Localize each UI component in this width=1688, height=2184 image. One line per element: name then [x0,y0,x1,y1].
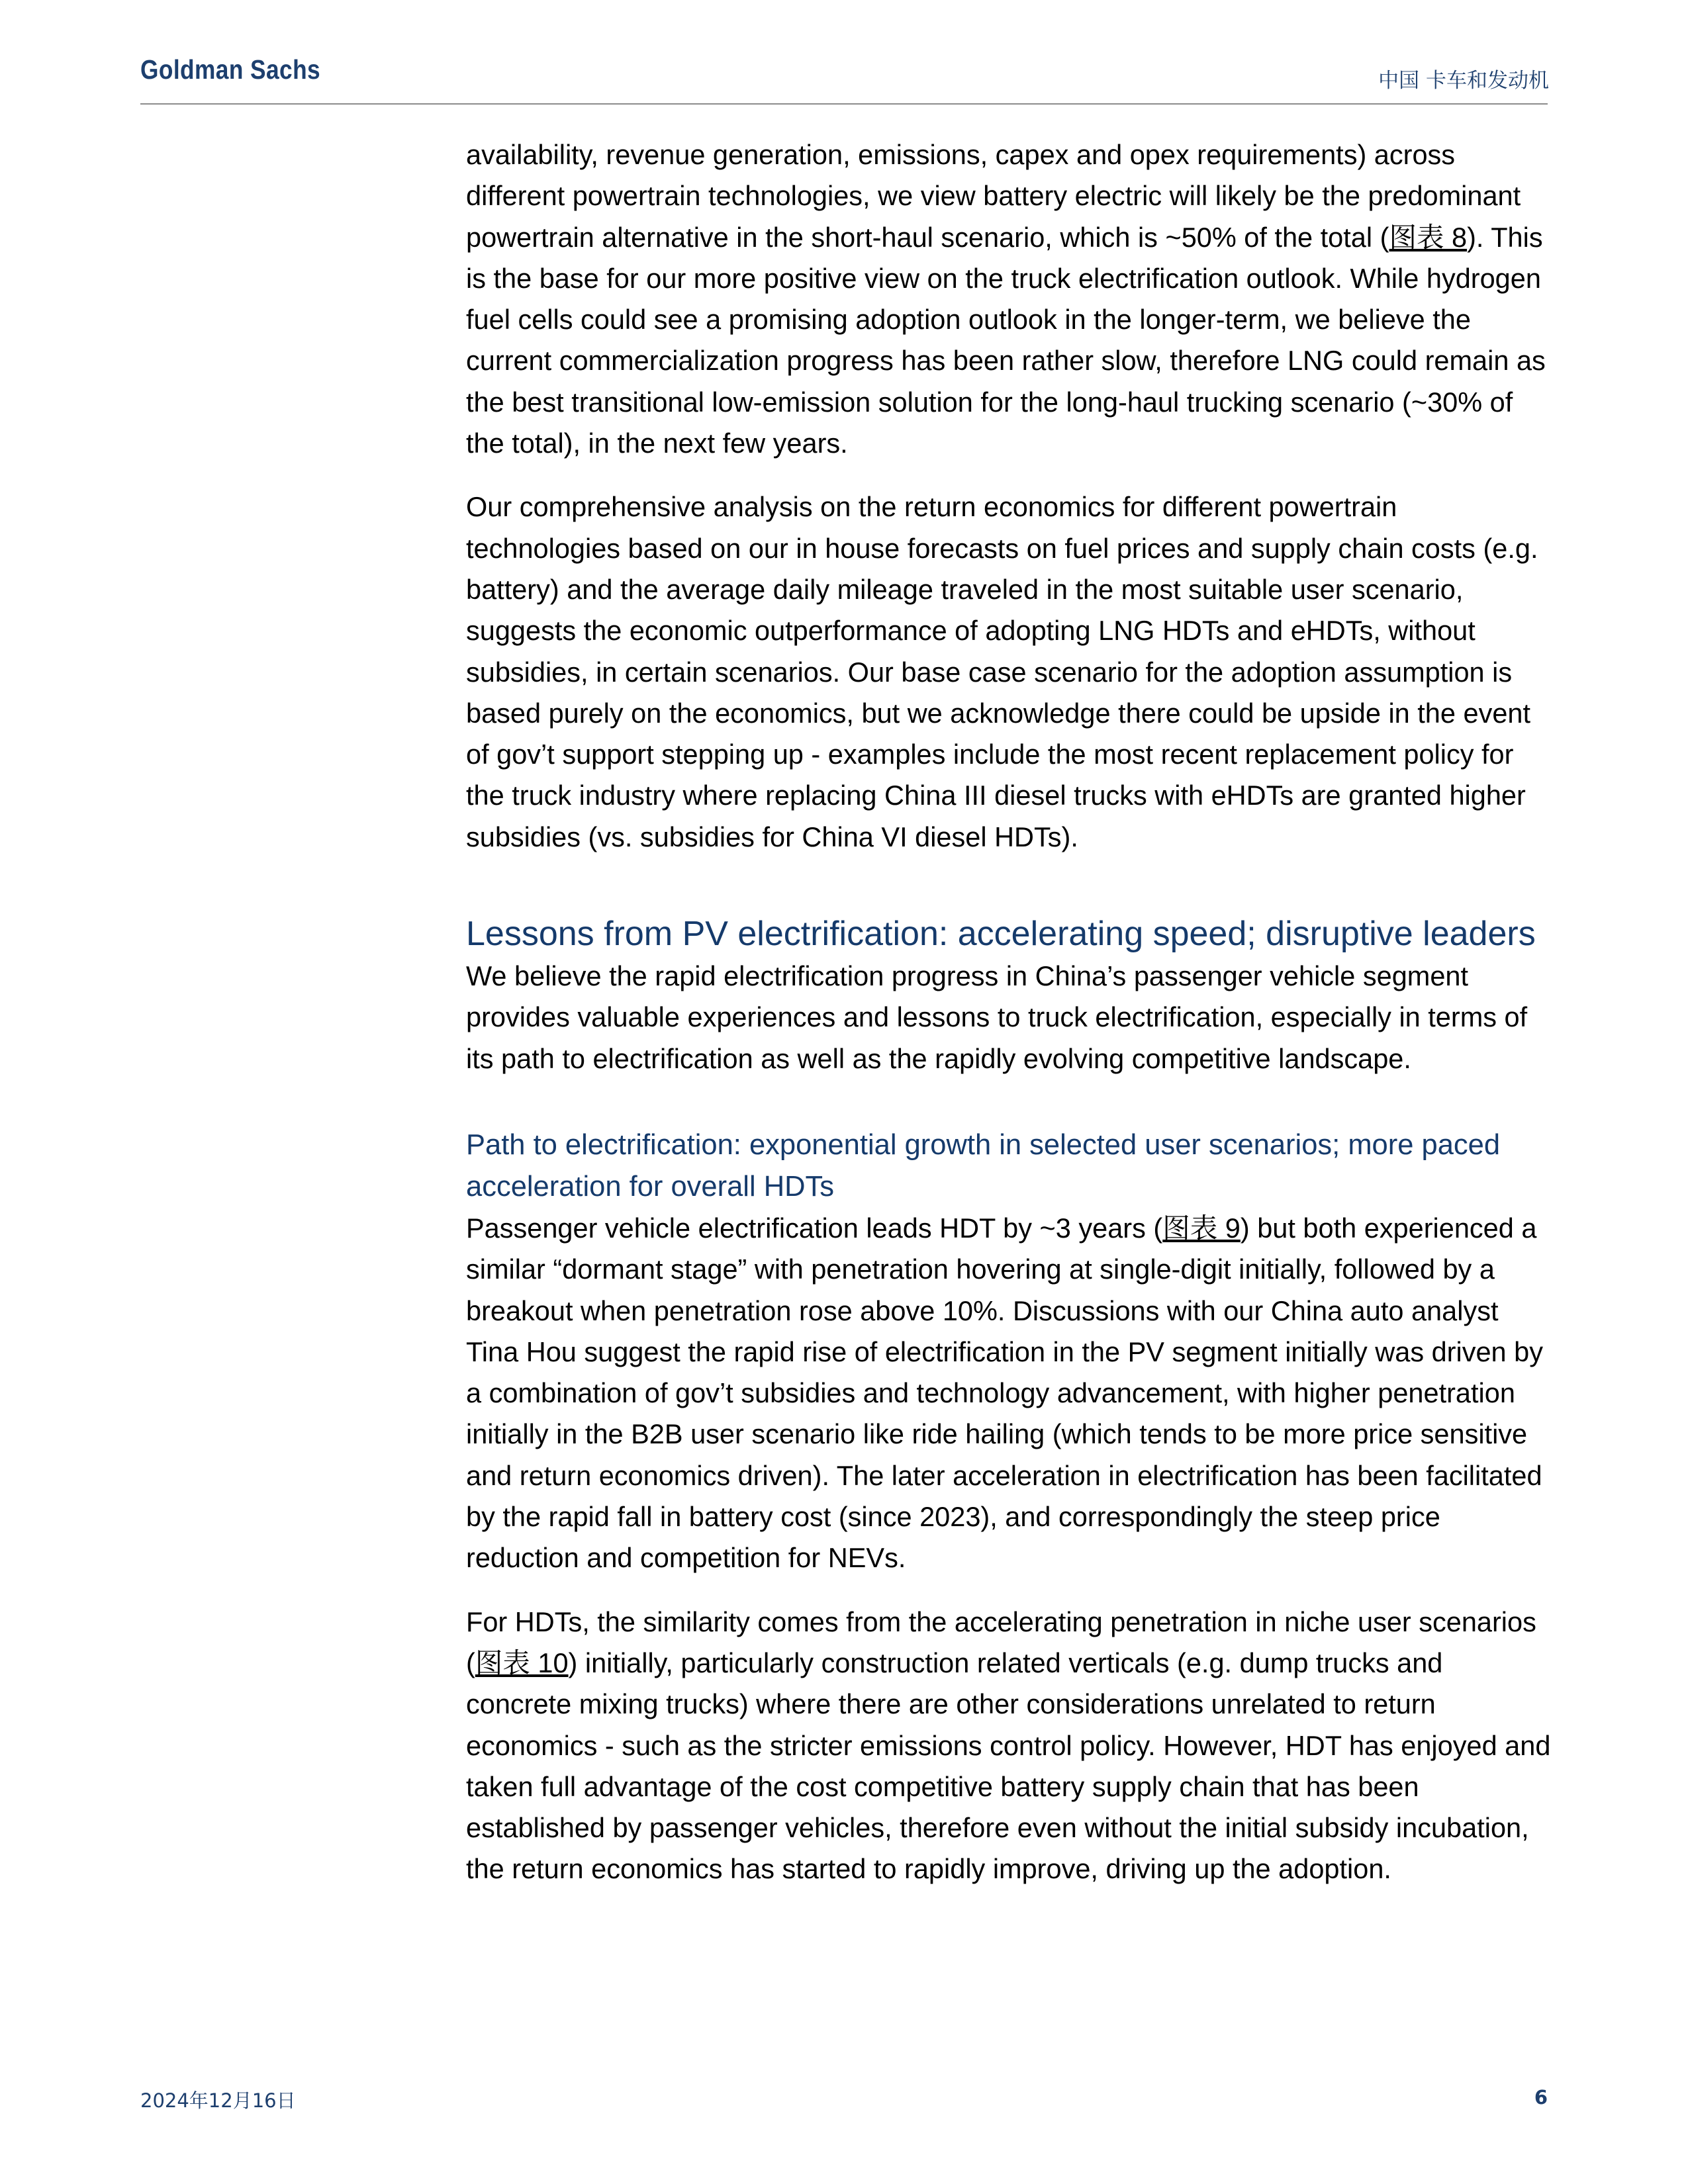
header-divider [140,103,1548,105]
paragraph-4 [466,1208,1552,1579]
paragraph-1-text-a: availability, revenue generation, emissions, capex and opex requirements) across different powertrain technologies, we view battery electric will likely be the predominant powertrain alternative in the short-haul scenario, which is ~50% of the total ( [466,139,1521,253]
footer-date: 2024年12月16日 [140,2089,296,2112]
subsection-heading: Path to electrification: exponential growth in selected user scenarios; more paced acceleration for overall HDTs [466,1128,1501,1203]
report-body [466,134,1552,1913]
report-title: 中国 卡车和发动机 [1378,69,1549,93]
exhibit-10-link[interactable]: 图表 10 [475,1647,569,1678]
paragraph-1 [466,134,1552,464]
page-number: 6 [1534,2086,1548,2109]
brand-logo-text: Goldman Sachs [140,54,321,85]
paragraph-4-text-b: ) but both experienced a similar “dormant stage” with penetration hovering at single-digit initially, followed by a breakout when penetration rose above 10%. Discussions with our China auto analyst Tina Hou suggest the rapid rise of electrification in the PV segment initially was driven by a combination of gov’t subsidies and technology advancement, with higher penetration initially in the B2B user scenario like ride hailing (which tends to be more price sensitive and return economics driven). The later acceleration in electrification has been facilitated by the rapid fall in battery cost (since 2023), and correspondingly the steep price reduction and competition for NEVs. [466,1212,1543,1574]
paragraph-4-text-a: Passenger vehicle electrification leads HDT by ~3 years ( [466,1212,1163,1244]
paragraph-5-text-a: For HDTs, the similarity comes from the accelerating penetration in niche user scenarios ( [466,1606,1536,1678]
section-heading: Lessons from PV electrification: accelerating speed; disruptive leaders [466,915,1536,954]
paragraph-3: We believe the rapid electrification progress in China’s passenger vehicle segment provides valuable experiences and lessons to truck electrification, especially in terms of its path to electrification as well as the rapidly evolving competitive landscape. [466,960,1528,1074]
paragraph-5-text-b: ) initially, particularly construction related verticals (e.g. dump trucks and concrete mixing trucks) where there are other considerations unrelated to return economics - such as the stricter emissions control policy. However, HDT has enjoyed and taken full advantage of the cost competitive battery supply chain that has been established by passenger vehicles, therefore even without the initial subsidy incubation, the return economics has started to rapidly improve, driving up the adoption. [466,1647,1551,1885]
exhibit-8-link[interactable]: 图表 8 [1389,221,1468,253]
paragraph-5 [466,1602,1552,1890]
exhibit-9-link[interactable]: 图表 9 [1162,1212,1241,1244]
paragraph-1-text-b: ). This is the base for our more positive view on the truck electrification outlook. While hydrogen fuel cells could see a promising adoption outlook in the longer-term, we believe the current commercialization progress has been rather slow, therefore LNG could remain as the best transitional low-emission solution for the long-haul trucking scenario (~30% of the total), in the next few years. [466,221,1546,459]
paragraph-2: Our comprehensive analysis on the return economics for different powertrain technologies based on our in house forecasts on fuel prices and supply chain costs (e.g. battery) and the average daily mileage traveled in the most suitable user scenario, suggests the economic outperformance of adopting LNG HDTs and eHDTs, without subsidies, in certain scenarios. Our base case scenario for the adoption assumption is based purely on the economics, but we acknowledge there could be upside in the event of gov’t support stepping up - examples include the most recent replacement policy for the truck industry where replacing China III diesel trucks with eHDTs are granted higher subsidies (vs. subsidies for China VI diesel HDTs). [466,491,1538,852]
